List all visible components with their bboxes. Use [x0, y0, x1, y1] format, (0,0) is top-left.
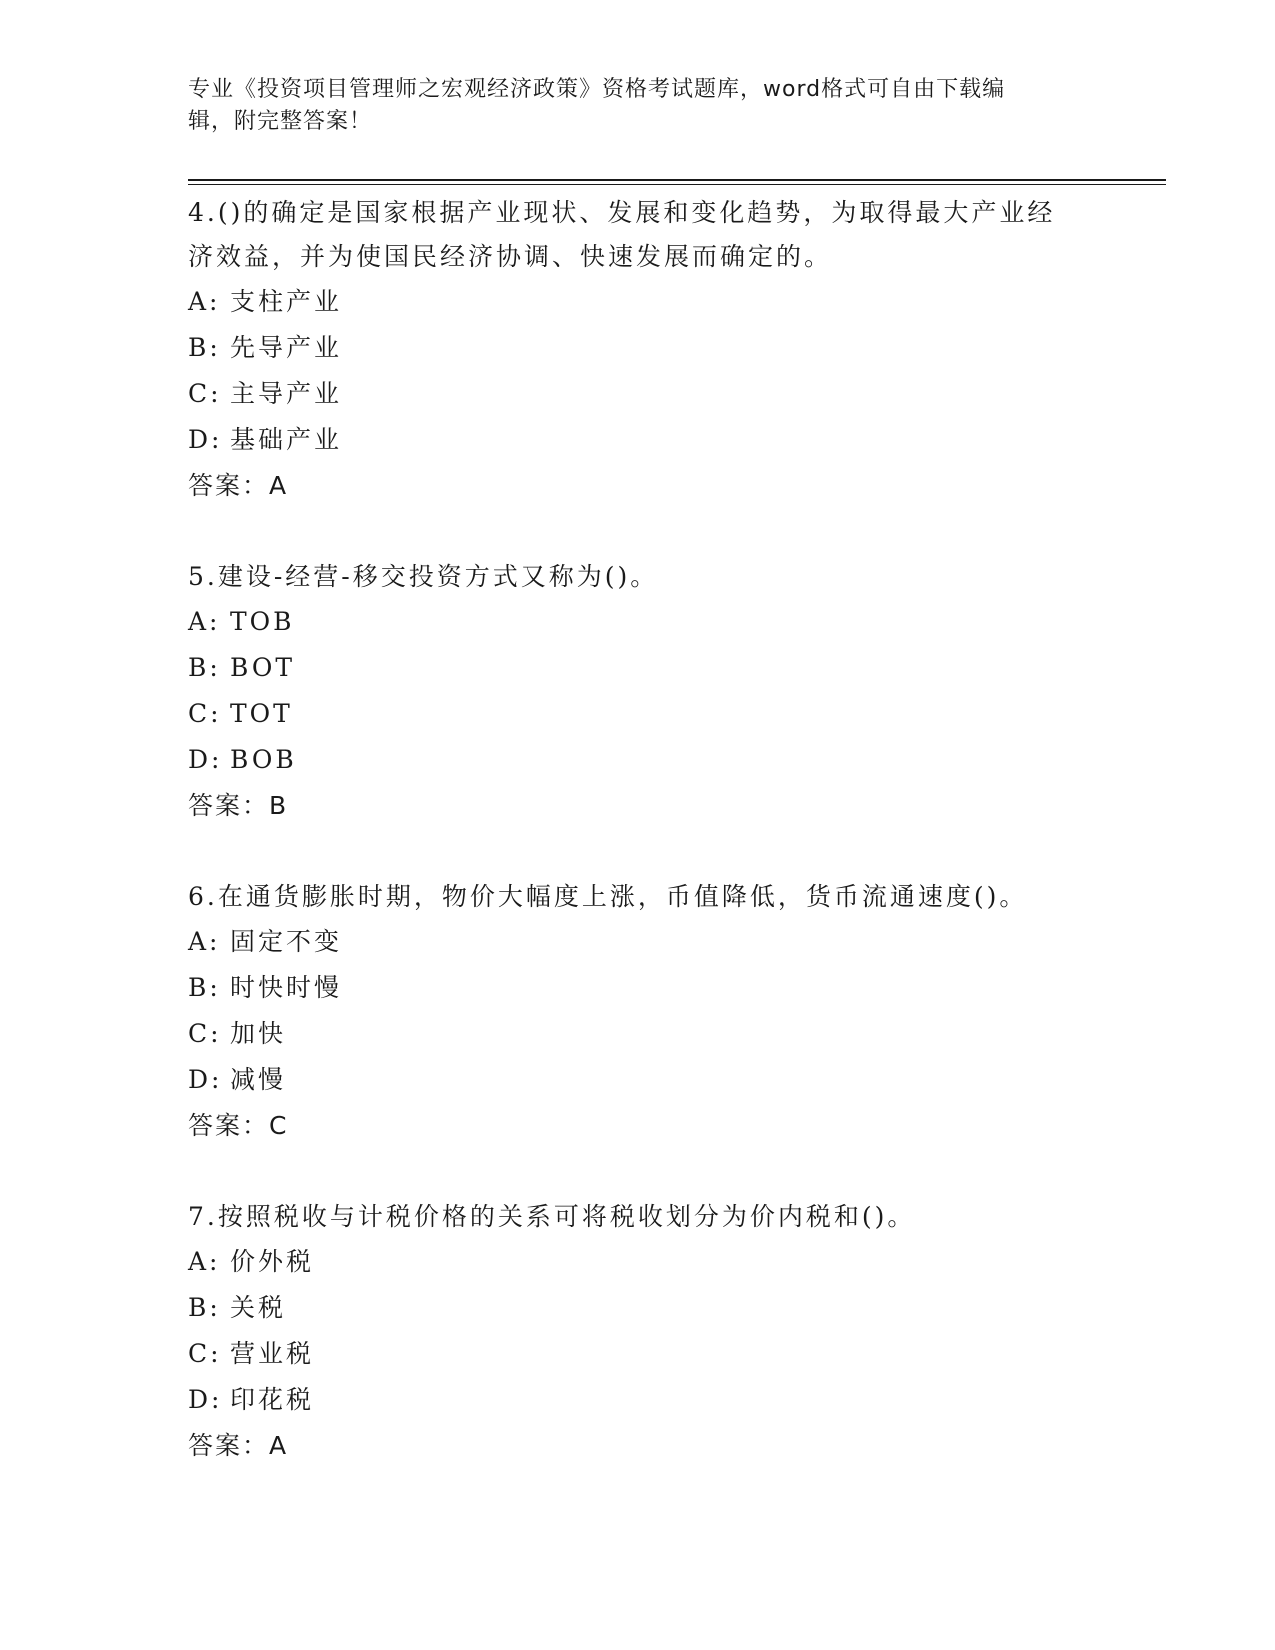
- question-7: [188, 1195, 1088, 1469]
- option-b: [188, 325, 1088, 371]
- question-4: [188, 191, 1088, 509]
- option-text: 减慢: [230, 1065, 287, 1094]
- option-key: B:: [188, 653, 221, 682]
- option-text: BOT: [230, 653, 296, 682]
- option-key: D:: [188, 745, 223, 774]
- option-c: [188, 371, 1088, 417]
- option-a: [188, 599, 1088, 645]
- option-key: A:: [188, 927, 221, 956]
- option-key: A:: [188, 287, 221, 316]
- option-text: 关税: [230, 1293, 287, 1322]
- option-text: 先导产业: [230, 333, 343, 362]
- option-d: [188, 417, 1088, 463]
- option-text: 加快: [230, 1019, 287, 1048]
- answer-line: 答案：A: [188, 471, 289, 500]
- document-header: [188, 74, 1068, 138]
- option-text: 基础产业: [230, 425, 343, 454]
- option-key: C:: [188, 1019, 222, 1048]
- header-line-1: 专业《投资项目管理师之宏观经济政策》资格考试题库，word格式可自由下载编: [188, 77, 1006, 102]
- question-stem: 7.按照税收与计税价格的关系可将税收划分为价内税和()。: [188, 1202, 916, 1231]
- option-c: [188, 691, 1088, 737]
- option-a: [188, 919, 1088, 965]
- option-key: D:: [188, 1385, 223, 1414]
- answer-line: 答案：C: [188, 1111, 289, 1140]
- option-text: 主导产业: [230, 379, 343, 408]
- option-text: 时快时慢: [230, 973, 343, 1002]
- option-d: [188, 737, 1088, 783]
- option-text: 支柱产业: [230, 287, 343, 316]
- question-stem: 5.建设-经营-移交投资方式又称为()。: [188, 562, 659, 591]
- question-stem: 4.()的确定是国家根据产业现状、发展和变化趋势，为取得最大产业经济效益，并为使国民经济协调、快速发展而确定的。: [188, 198, 1056, 271]
- option-c: [188, 1011, 1088, 1057]
- option-key: C:: [188, 1339, 222, 1368]
- option-text: TOT: [230, 699, 293, 728]
- question-5: [188, 555, 1088, 829]
- option-b: [188, 965, 1088, 1011]
- option-text: 营业税: [230, 1339, 315, 1368]
- option-text: 固定不变: [230, 927, 343, 956]
- option-b: [188, 1285, 1088, 1331]
- option-key: D:: [188, 1065, 223, 1094]
- option-key: D:: [188, 425, 223, 454]
- option-text: TOB: [230, 607, 295, 636]
- option-key: B:: [188, 333, 221, 362]
- option-key: A:: [188, 1247, 221, 1276]
- question-list: [188, 191, 1088, 1469]
- option-key: B:: [188, 1293, 221, 1322]
- option-key: C:: [188, 699, 222, 728]
- option-key: C:: [188, 379, 222, 408]
- option-key: B:: [188, 973, 221, 1002]
- option-key: A:: [188, 607, 221, 636]
- answer-line: 答案：A: [188, 1431, 289, 1460]
- option-a: [188, 279, 1088, 325]
- header-divider-thick: [188, 179, 1166, 181]
- option-c: [188, 1331, 1088, 1377]
- option-text: 印花税: [230, 1385, 315, 1414]
- header-line-2: 辑，附完整答案！: [188, 109, 373, 134]
- question-stem: 6.在通货膨胀时期，物价大幅度上涨，币值降低，货币流通速度()。: [188, 882, 1028, 911]
- option-text: BOB: [230, 745, 297, 774]
- option-a: [188, 1239, 1088, 1285]
- option-d: [188, 1377, 1088, 1423]
- question-6: [188, 875, 1088, 1149]
- option-text: 价外税: [230, 1247, 315, 1276]
- answer-line: 答案：B: [188, 791, 289, 820]
- option-b: [188, 645, 1088, 691]
- header-divider-thin: [188, 184, 1166, 185]
- option-d: [188, 1057, 1088, 1103]
